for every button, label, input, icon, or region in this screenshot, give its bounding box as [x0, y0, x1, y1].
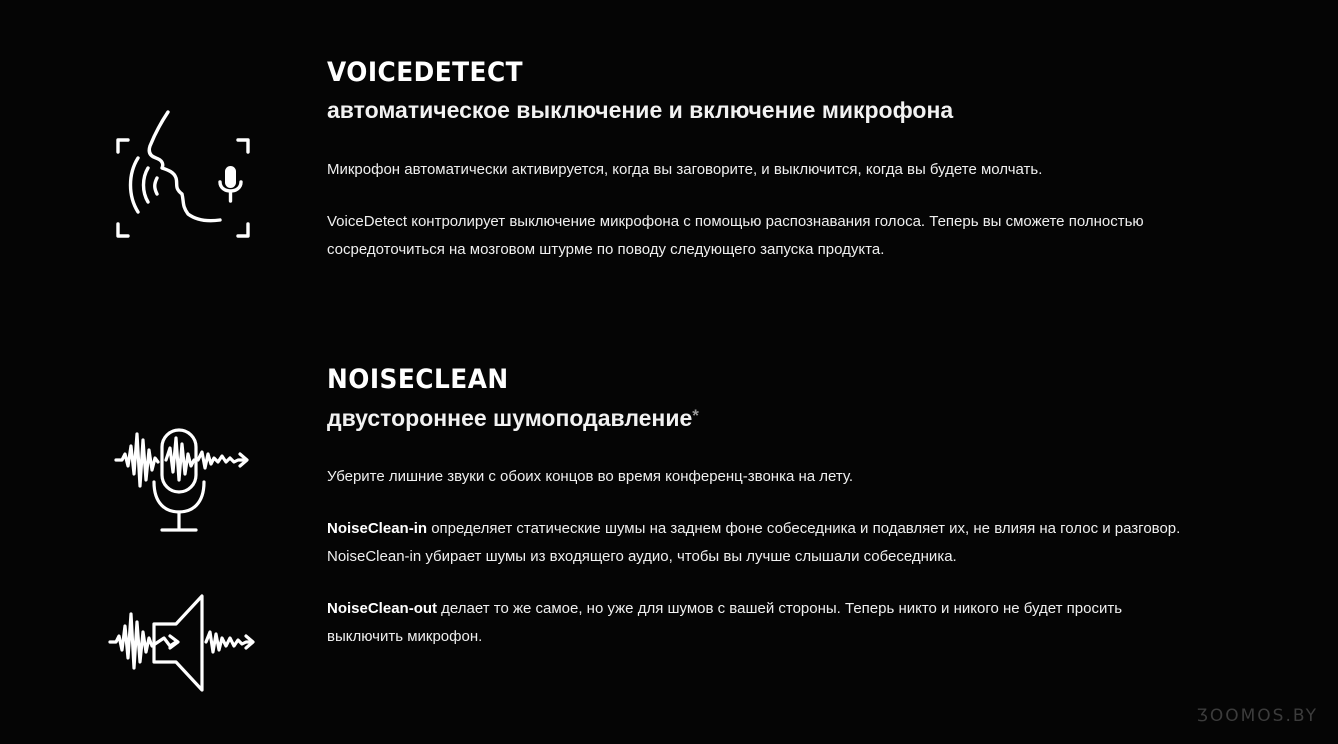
voicedetect-subtitle: автоматическое выключение и включение микрофона — [327, 97, 954, 123]
noiseclean-out-text: делает то же самое, но уже для шумов с вашей стороны. Теперь никто и никого не будет просить выключить микрофон. — [327, 600, 1123, 645]
noiseclean-paragraph-1: Уберите лишние звуки с обоих концов во время конференц-звонка на лету. — [327, 468, 854, 485]
noise-clean-in-icon — [110, 426, 256, 540]
noiseclean-out-paragraph — [327, 595, 1187, 651]
site-watermark: ƷOOMOS.BY — [1196, 706, 1318, 726]
noise-clean-out-icon — [106, 592, 258, 694]
noiseclean-in-paragraph — [327, 515, 1187, 571]
voicedetect-paragraph-1: Микрофон автоматически активируется, когда вы заговорите, и выключится, когда вы будете молчать. — [327, 161, 1043, 178]
noiseclean-subtitle-text: двустороннее шумоподавление — [327, 405, 693, 431]
voicedetect-title: VOICEDETECT — [327, 57, 524, 88]
voicedetect-paragraph-2: VoiceDetect контролирует выключение микрофона с помощью распознавания голоса. Теперь вы сможете полностью сосредоточиться на мозговом штурме по поводу следующего запуска продукта. — [327, 213, 1144, 258]
noiseclean-title: NOISECLEAN — [327, 364, 509, 395]
footnote-asterisk: * — [692, 406, 699, 425]
noiseclean-in-text: определяет статические шумы на заднем фоне собеседника и подавляет их, не влияя на голос и разговор. NoiseClean-in убирает шумы из входящего аудио, чтобы вы лучше слышали собеседника. — [327, 520, 1181, 565]
voice-detect-icon — [112, 108, 254, 242]
noiseclean-subtitle — [327, 407, 699, 430]
noiseclean-in-label: NoiseClean-in — [327, 520, 428, 537]
noiseclean-out-label: NoiseClean-out — [327, 600, 438, 617]
